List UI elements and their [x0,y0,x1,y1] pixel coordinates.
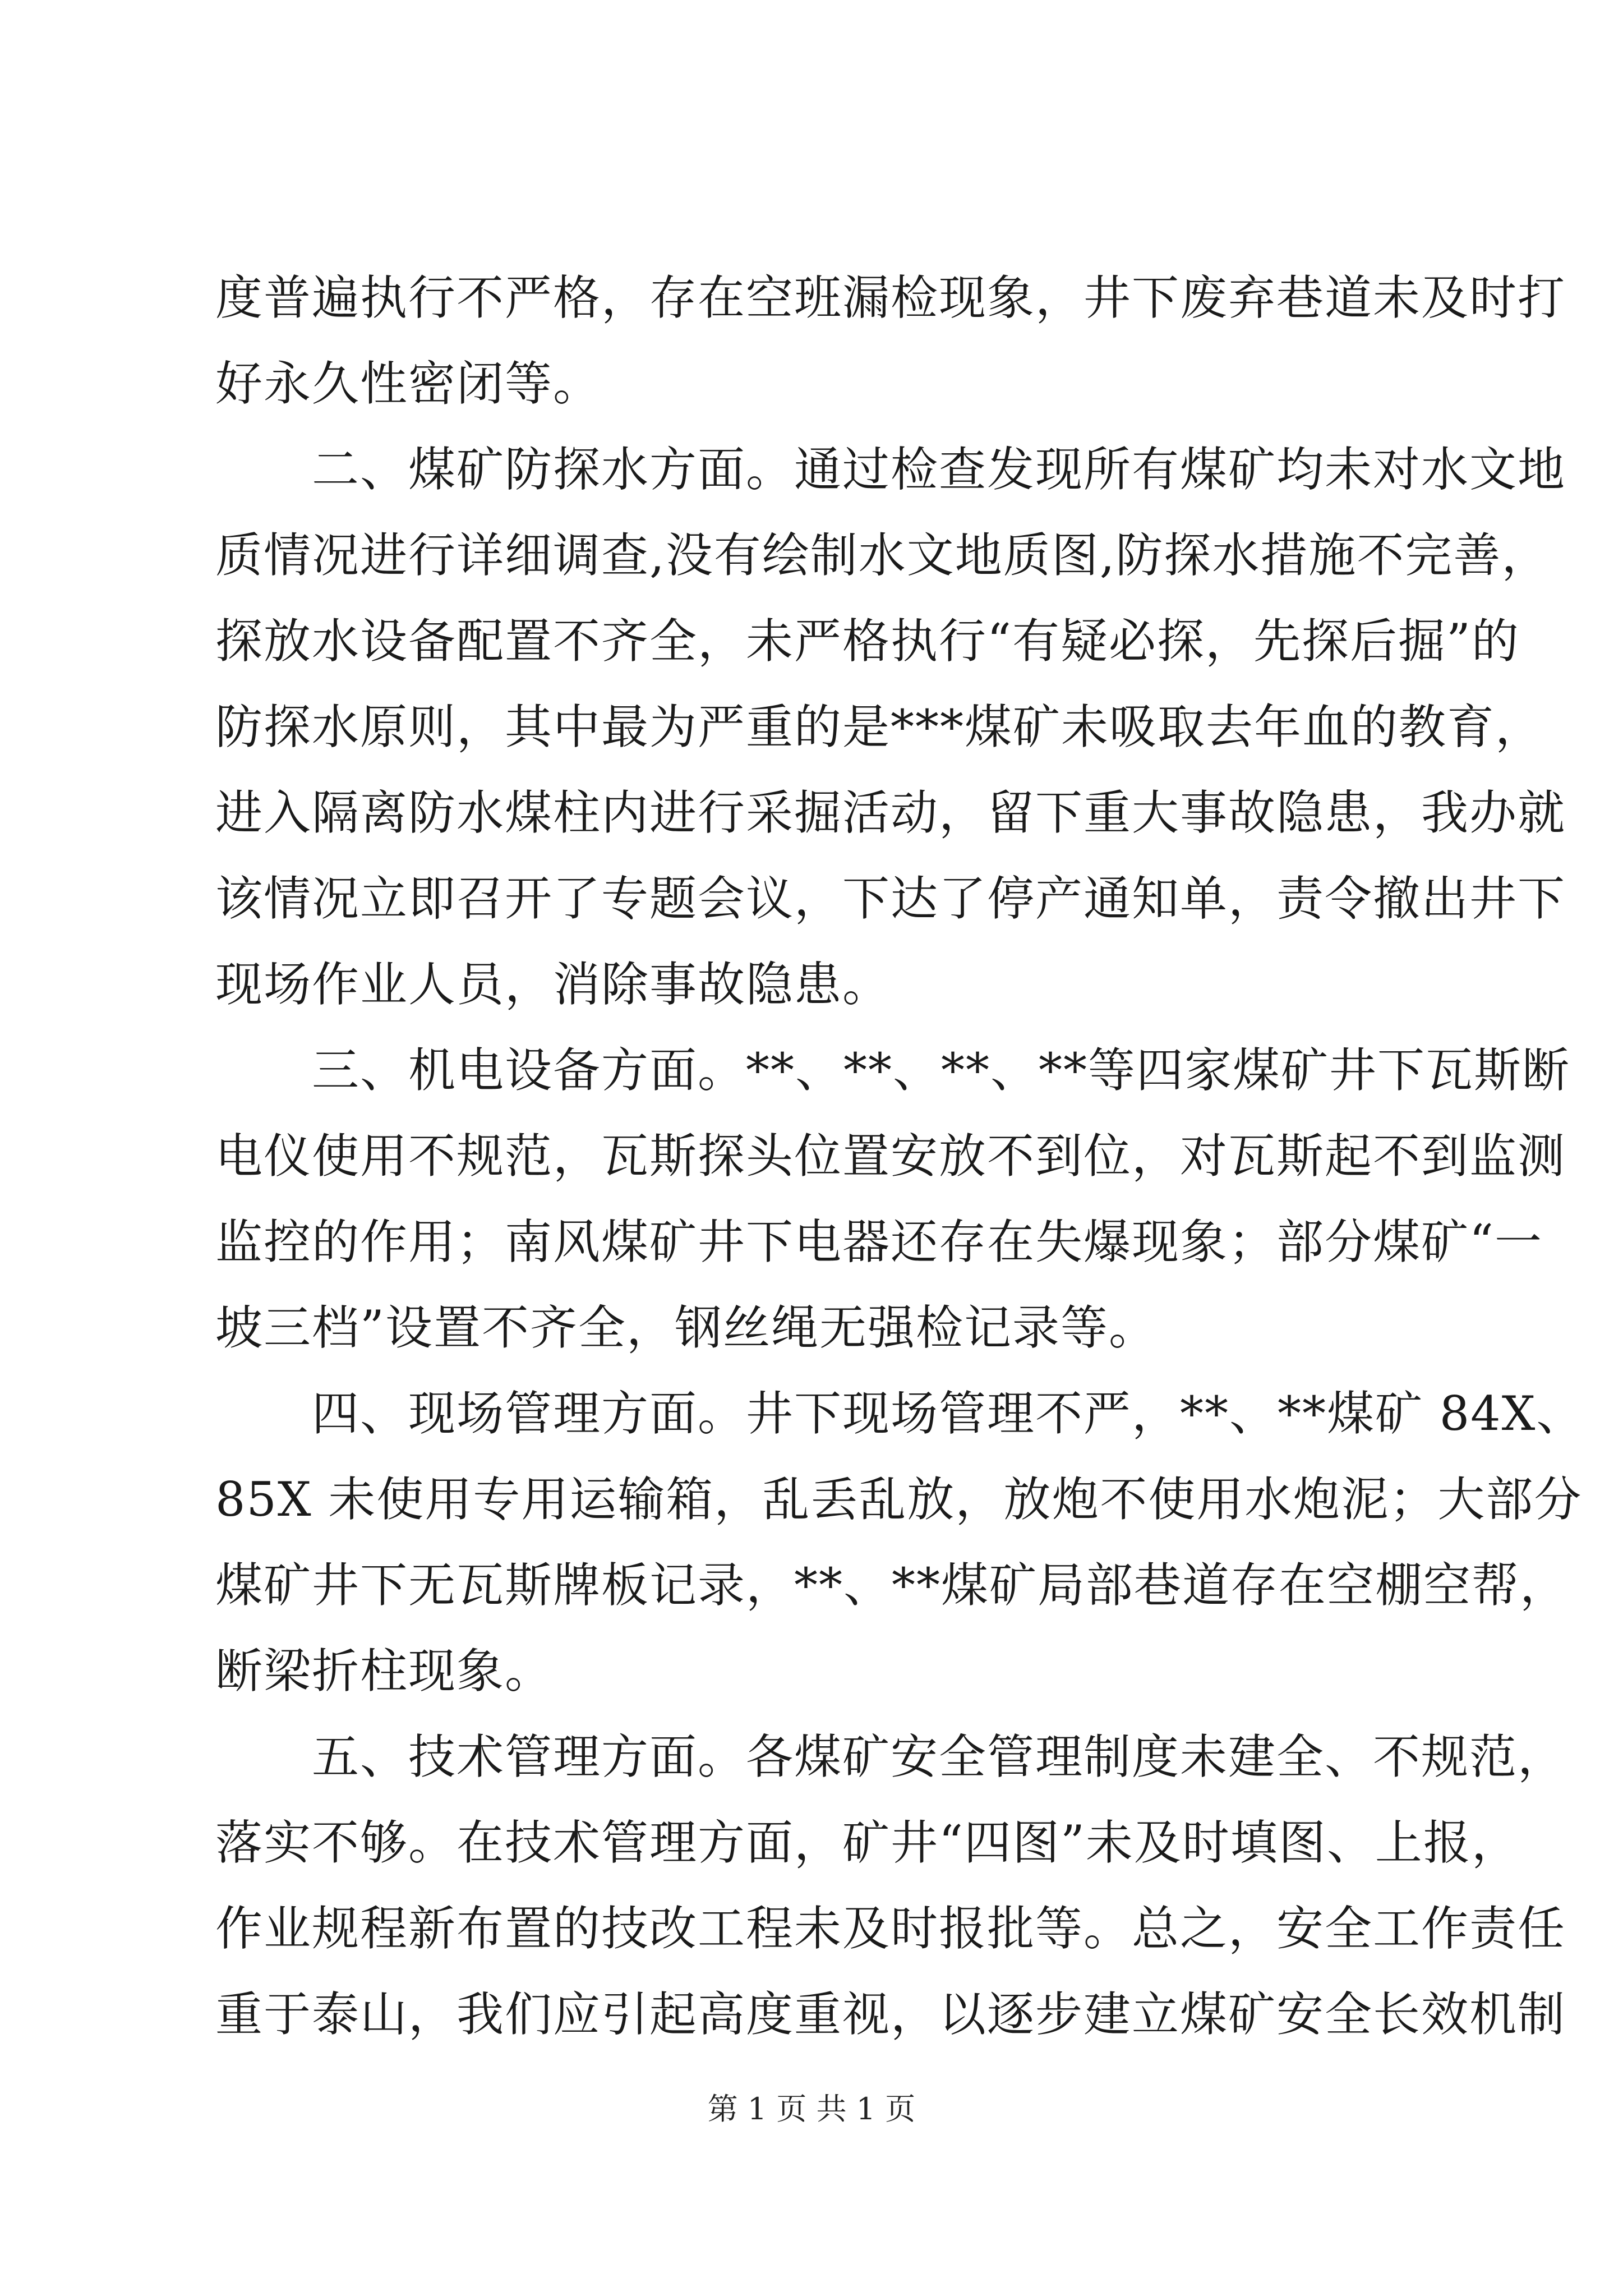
text-line: 三、机电设备方面。**、**、**、**等四家煤矿井下瓦斯断 [215,1043,1571,1098]
text-line: 探放水设备配置不齐全，未严格执行“有疑必探，先探后掘”的 [215,614,1520,669]
text-line: 电仪使用不规范，瓦斯探头位置安放不到位，对瓦斯起不到监测 [215,1129,1566,1184]
text-line: 好永久性密闭等。 [215,356,602,411]
text-line: 85X 未使用专用运输箱，乱丢乱放，放炮不使用水炮泥；大部分 [215,1472,1583,1527]
text-line: 防探水原则，其中最为严重的是***煤矿未吸取去年血的教育， [215,700,1544,754]
text-line: 监控的作用；南风煤矿井下电器还存在失爆现象；部分煤矿“一 [215,1214,1543,1269]
text-line: 重于泰山，我们应引起高度重视，以逐步建立煤矿安全长效机制 [215,1987,1566,2042]
text-line: 落实不够。在技术管理方面，矿井“四图”未及时填图、上报， [215,1815,1520,1870]
text-line: 度普遍执行不严格，存在空班漏检现象，井下废弃巷道未及时打 [215,270,1566,325]
text-line: 断梁折柱现象。 [215,1644,554,1699]
text-line: 该情况立即召开了专题会议，下达了停产通知单，责令撤出井下 [215,871,1566,926]
text-line: 坡三档”设置不齐全，钢丝绳无强检记录等。 [215,1300,1157,1355]
text-line: 五、技术管理方面。各煤矿安全管理制度未建全、不规范， [215,1729,1566,1784]
document-body [215,255,1585,2058]
text-line: 二、煤矿防探水方面。通过检查发现所有煤矿均未对水文地 [215,442,1566,497]
text-line: 现场作业人员，消除事故隐患。 [215,957,891,1012]
text-line: 四、现场管理方面。井下现场管理不严，**、**煤矿 84X、 [215,1386,1585,1441]
text-line: 作业规程新布置的技改工程未及时报批等。总之，安全工作责任 [215,1901,1566,1956]
text-line: 煤矿井下无瓦斯牌板记录，**、**煤矿局部巷道存在空棚空帮， [215,1558,1569,1613]
text-line: 进入隔离防水煤柱内进行采掘活动，留下重大事故隐患，我办就 [215,785,1566,840]
text-line: 质情况进行详细调查,没有绘制水文地质图,防探水措施不完善， [215,528,1550,583]
page-footer: 第 1 页 共 1 页 [707,2091,916,2127]
